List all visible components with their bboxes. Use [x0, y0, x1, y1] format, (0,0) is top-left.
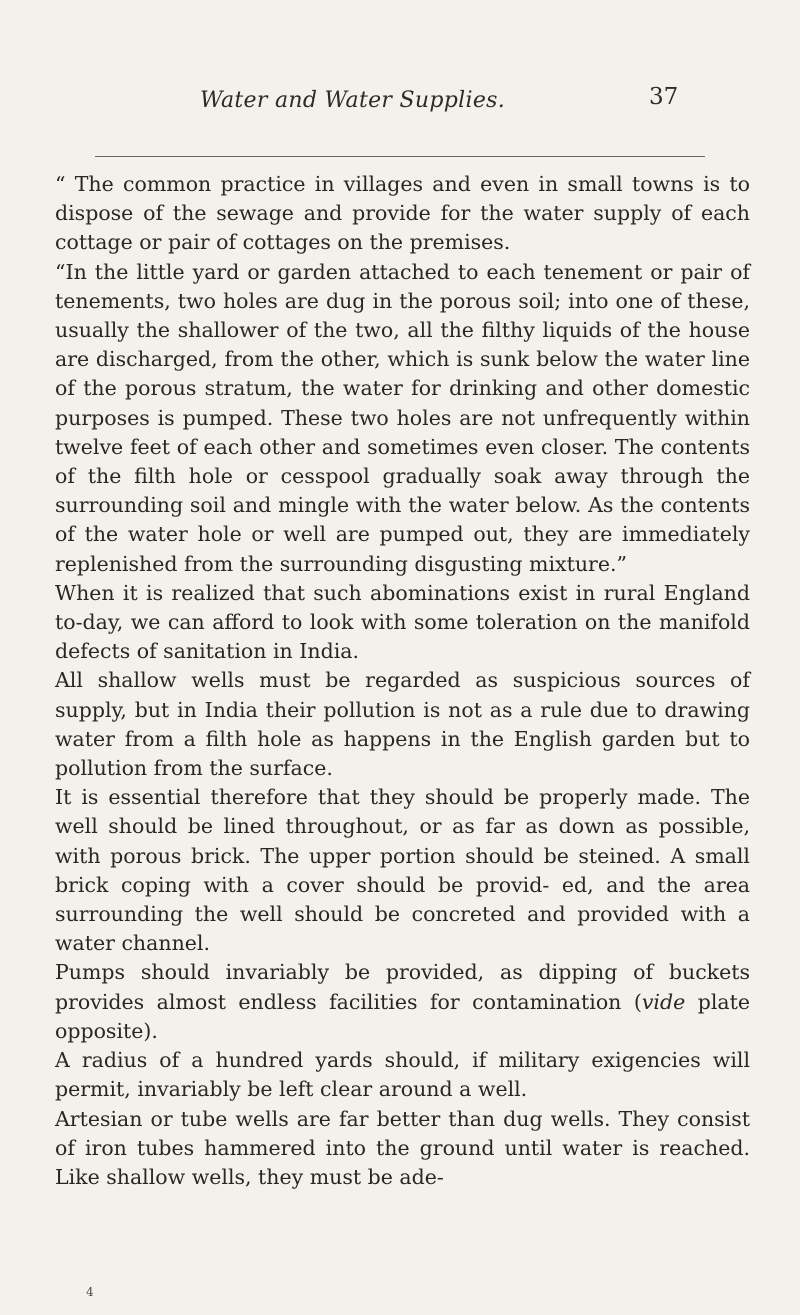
signature-mark: 4	[86, 1285, 94, 1299]
paragraph-artesian: Artesian or tube wells are far better than dug wells. They consist of iron tubes hammered into the ground until water is reached. Like shallow wells, they must be ade-	[55, 1106, 750, 1189]
running-head	[90, 84, 790, 128]
pumps-tail: plate opposite).	[55, 989, 750, 1043]
paragraph-pumps	[55, 958, 750, 1046]
paragraph-rural-england: When it is realized that such abominations exist in rural England to-day, we can afford to look with some toleration on the manifold defects of sanitation in India.	[55, 580, 750, 664]
vide-italic: vide	[641, 989, 686, 1014]
pumps-text: Pumps should invariably be provided, as dipping of buckets provides almost endless facilities for contamination (	[55, 960, 750, 1014]
paragraph-quote-1: “ The common practice in villages and even in small towns is to dispose of the sewage and provide for the water supply of each cottage or pair of cottages on the premises.	[55, 172, 750, 255]
paragraph-shallow-wells: All shallow wells must be regarded as suspicious sources of supply, but in India their pollution is not as a rule due to drawing water from a filth hole as happens in the English garden but to pollution from the surface.	[55, 668, 750, 781]
header-rule	[95, 156, 705, 157]
paragraph-radius: A radius of a hundred yards should, if military exigencies will permit, invariably be left clear around a well.	[55, 1048, 750, 1102]
paragraph-quote-2: “In the little yard or garden attached to each tenement or pair of tenements, two holes are dug in the porous soil; into one of these, usually the shallower of the two, all the filthy liquids of the house are discharged, from the other, which is sunk below the water line of the porous stratum, the water for drinking and other domestic purposes is pumped. These two holes are not unfrequently within twelve feet of each other and sometimes even closer. The contents of the filth hole or cesspool gradually soak away through the surrounding soil and mingle with the water below. As the contents of the water hole or well are pumped out, they are immediately replenished from the surrounding disgusting mixture.”	[55, 259, 750, 576]
body-text	[55, 170, 750, 1192]
page-number: 37	[649, 84, 679, 110]
paragraph-well-construction: It is essential therefore that they should be properly made. The well should be lined throughout, or as far as down as possible, with porous brick. The upper portion should be steined. A small brick coping with a cover should be provid- ed, and the area surrounding the well should be concreted and provided with a water channel.	[55, 785, 750, 956]
running-title: Water and Water Supplies.	[200, 88, 506, 113]
